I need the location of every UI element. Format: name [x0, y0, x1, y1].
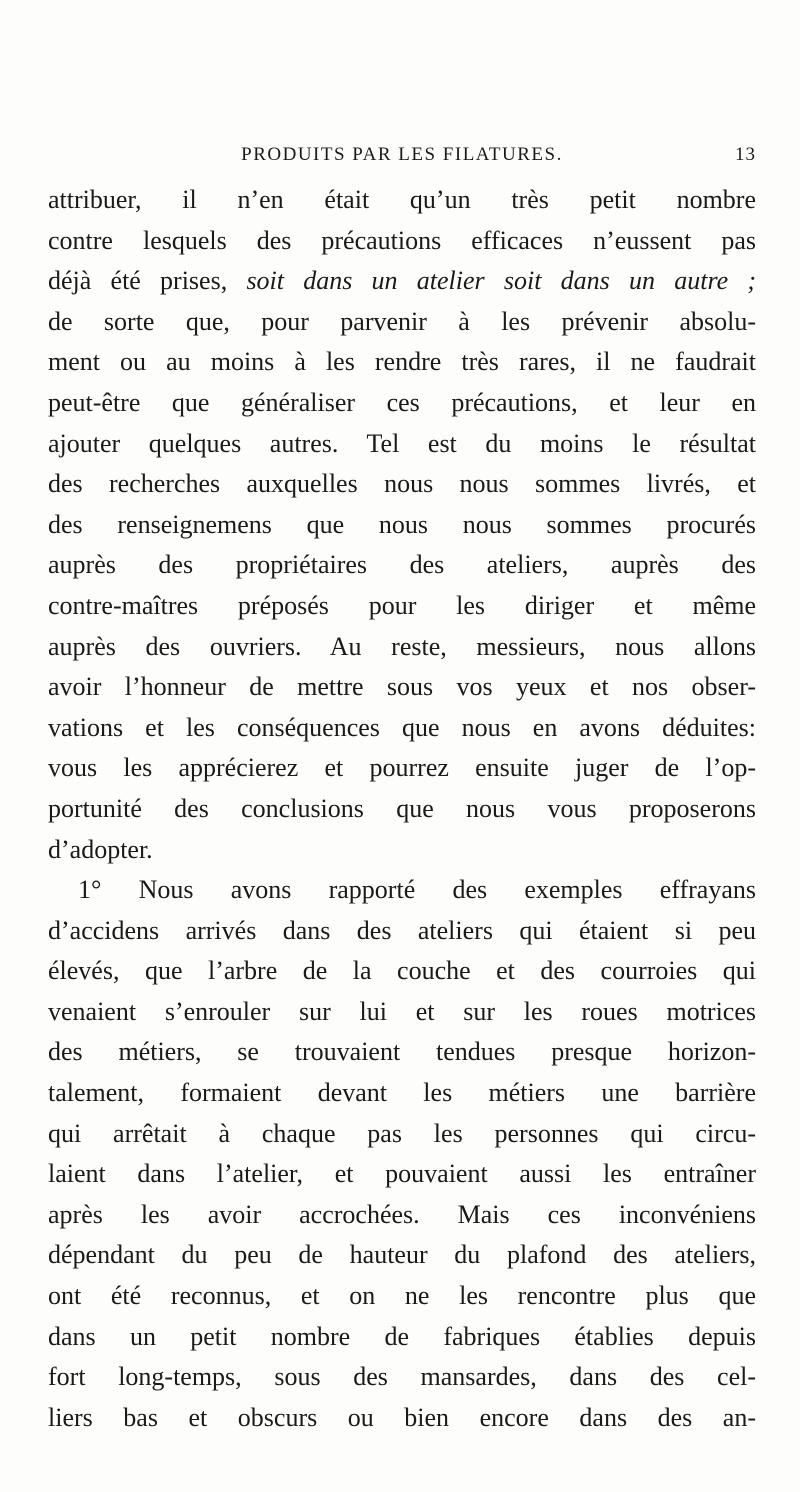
line-text: auprès des propriétaires des ateliers, auprès des [48, 550, 756, 580]
line-text: dans un petit nombre de fabriques établies depuis [48, 1321, 756, 1351]
line-text: talement, formaient devant les métiers une barrière [48, 1078, 756, 1108]
line-text: vous les apprécierez et pourrez ensuite juger de l’op- [48, 753, 756, 783]
line-text: d’accidens arrivés dans des ateliers qui étaient si peu [48, 915, 756, 945]
text-line [48, 302, 756, 343]
text-line [48, 1317, 756, 1358]
text-line [48, 1032, 756, 1073]
text-line [48, 992, 756, 1033]
page-number: 13 [735, 144, 756, 165]
line-text: venaient s’enrouler sur lui et sur les roues motrices [48, 996, 756, 1026]
text-line [48, 1154, 756, 1195]
line-text: avoir l’honneur de mettre sous vos yeux et nos obser- [48, 672, 756, 702]
text-line [48, 1195, 756, 1236]
italic-phrase: soit dans un atelier soit dans un autre ; [246, 266, 756, 296]
line-text: des métiers, se trouvaient tendues presque horizon- [48, 1037, 756, 1067]
text-line [48, 1357, 756, 1398]
line-text: fort long-temps, sous des mansardes, dans des cel- [48, 1362, 756, 1392]
text-line [48, 261, 756, 302]
text-line [48, 505, 756, 546]
line-text: dépendant du peu de hauteur du plafond des ateliers, [48, 1240, 756, 1270]
line-text: élevés, que l’arbre de la couche et des courroies qui [48, 956, 756, 986]
paragraph-first-line [48, 870, 756, 911]
text-line [48, 911, 756, 952]
line-text: auprès des ouvriers. Au reste, messieurs, nous allons [48, 631, 756, 661]
text-line [48, 667, 756, 708]
text-line [48, 748, 756, 789]
line-text: attribuer, il n’en était qu’un très petit nombre [48, 185, 756, 214]
line-text: contre lesquels des précautions efficaces n’eussent pas [48, 225, 756, 255]
line-text: ajouter quelques autres. Tel est du moins le résultat [48, 428, 756, 458]
line-text: qui arrêtait à chaque pas les personnes qui circu- [48, 1118, 756, 1148]
text-line [48, 180, 756, 221]
line-text: d’adopter. [48, 834, 153, 864]
text-line [48, 586, 756, 627]
line-text: ment ou au moins à les rendre très rares, il ne faudrait [48, 347, 756, 377]
text-line [48, 830, 756, 871]
text-line [48, 383, 756, 424]
text-line [48, 221, 756, 262]
body-text [48, 180, 756, 1438]
line-text: vations et les conséquences que nous en avons déduites: [48, 712, 756, 742]
text-line [48, 789, 756, 830]
line-text: portunité des conclusions que nous vous proposerons [48, 793, 756, 823]
text-line [48, 1114, 756, 1155]
text-line [48, 1398, 756, 1439]
line-text: contre-maîtres préposés pour les diriger et même [48, 590, 756, 620]
line-text: peut-être que généraliser ces précautions, et leur en [48, 387, 756, 417]
text-line [48, 1235, 756, 1276]
line-text: des recherches auxquelles nous nous sommes livrés, et [48, 469, 756, 499]
line-text: après les avoir accrochées. Mais ces inconvéniens [48, 1199, 756, 1229]
text-line [48, 424, 756, 465]
line-text: de sorte que, pour parvenir à les prévenir absolu- [48, 306, 756, 336]
text-line [48, 342, 756, 383]
running-title: PRODUITS PAR LES FILATURES. [241, 144, 563, 165]
line-text: liers bas et obscurs ou bien encore dans des an- [48, 1402, 756, 1432]
text-line [48, 464, 756, 505]
text-line [48, 1073, 756, 1114]
running-head [48, 140, 756, 170]
text-line [48, 627, 756, 668]
line-text: ont été reconnus, et on ne les rencontre plus que [48, 1281, 756, 1311]
line-text: laient dans l’atelier, et pouvaient aussi les entraîner [48, 1159, 756, 1189]
text-line [48, 951, 756, 992]
line-text: déjà été prises, [48, 266, 247, 296]
line-text: 1° Nous avons rapporté des exemples effrayans [78, 875, 756, 905]
text-line [48, 1276, 756, 1317]
text-line [48, 708, 756, 749]
text-line [48, 545, 756, 586]
line-text: des renseignemens que nous nous sommes procurés [48, 509, 756, 539]
